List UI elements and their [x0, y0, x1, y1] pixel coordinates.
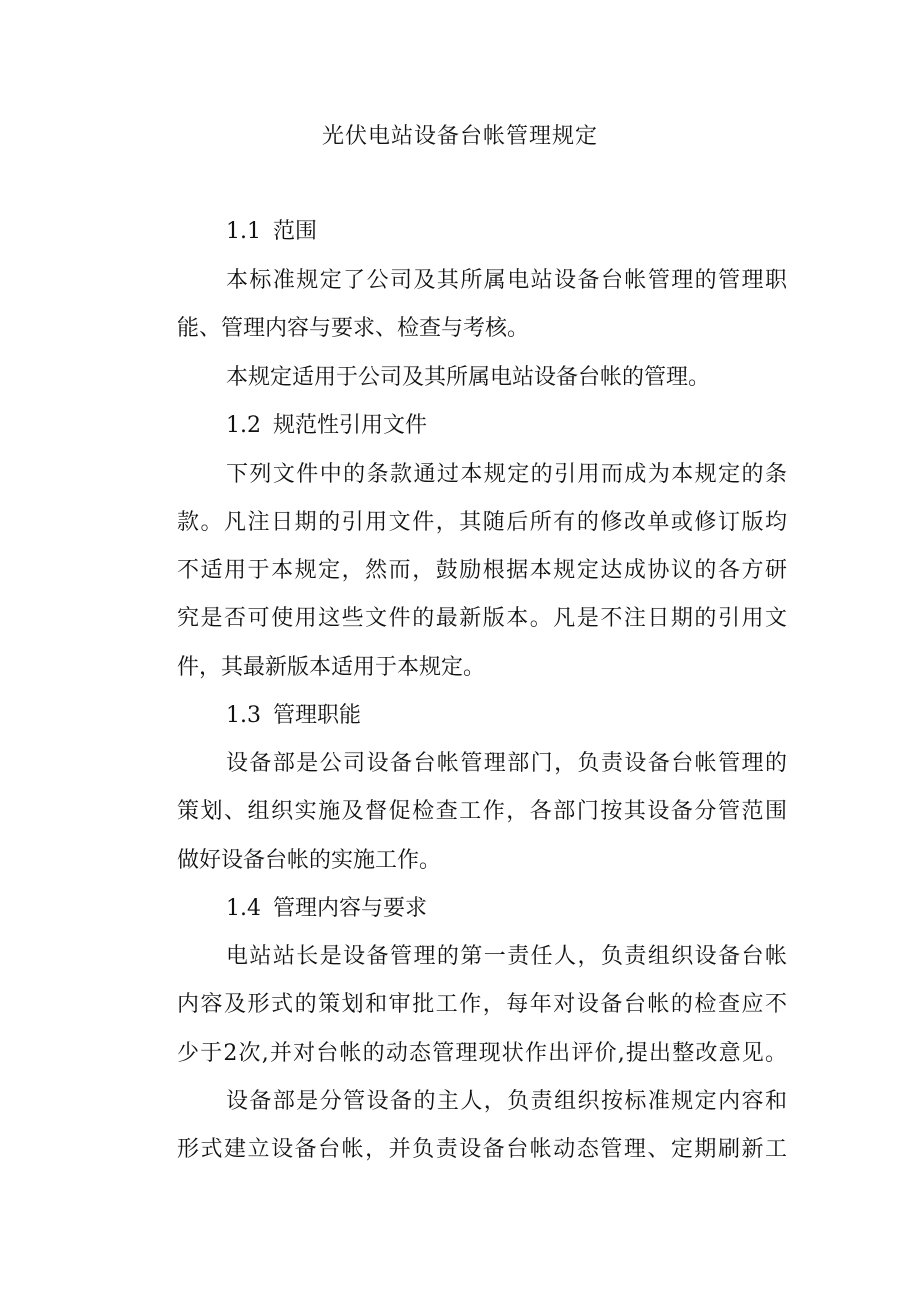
section-number: 1.1 — [226, 219, 261, 244]
paragraph-line: 做好设备台帐的实施工作。 — [177, 848, 442, 873]
document-title: 光伏电站设备台帐管理规定 — [321, 124, 598, 149]
section-heading-1-2 — [226, 411, 787, 441]
paragraph-line: 策划、组织实施及督促检查工作，各部门按其设备分管范围 — [177, 799, 787, 824]
section-number: 1.3 — [226, 703, 261, 728]
section-heading-1-3 — [226, 701, 787, 731]
section-heading-1-4 — [226, 894, 787, 924]
paragraph-line: 下列文件中的条款通过本规定的引用而成为本规定的条 — [226, 462, 787, 487]
paragraph-line: 内容及形式的策划和审批工作，每年对设备台帐的检查应不 — [177, 992, 787, 1017]
paragraph-line: 电站站长是设备管理的第一责任人，负责组织设备台帐 — [226, 944, 787, 969]
paragraph-line: 件，其最新版本适用于本规定。 — [177, 655, 486, 680]
section-number: 1.2 — [226, 413, 261, 438]
paragraph-line: 形式建立设备台帐，并负责设备台帐动态管理、定期刷新工 — [177, 1137, 787, 1162]
paragraph-line: 不适用于本规定，然而，鼓励根据本规定达成协议的各方研 — [177, 558, 787, 583]
section-title: 管理内容与要求 — [273, 896, 428, 921]
paragraph-line: 本标准规定了公司及其所属电站设备台帐管理的管理职 — [226, 268, 787, 293]
paragraph-line: 本规定适用于公司及其所属电站设备台帐的管理。 — [226, 365, 711, 390]
section-title: 管理职能 — [273, 703, 362, 728]
paragraph-line: 少于2次,并对台帐的动态管理现状作出评价,提出整改意见。 — [177, 1041, 787, 1066]
paragraph-line: 款。凡注日期的引用文件，其随后所有的修改单或修订版均 — [177, 510, 787, 535]
section-title: 规范性引用文件 — [273, 413, 428, 438]
paragraph-line: 设备部是公司设备台帐管理部门，负责设备台帐管理的 — [226, 751, 787, 776]
paragraph-line: 设备部是分管设备的主人，负责组织按标准规定内容和 — [226, 1089, 787, 1114]
section-number: 1.4 — [226, 896, 261, 921]
paragraph-line: 究是否可使用这些文件的最新版本。凡是不注日期的引用文 — [177, 606, 787, 631]
paragraph-line: 能、管理内容与要求、检查与考核。 — [177, 316, 530, 341]
section-heading-1-1 — [226, 217, 787, 247]
section-title: 范围 — [273, 219, 318, 244]
